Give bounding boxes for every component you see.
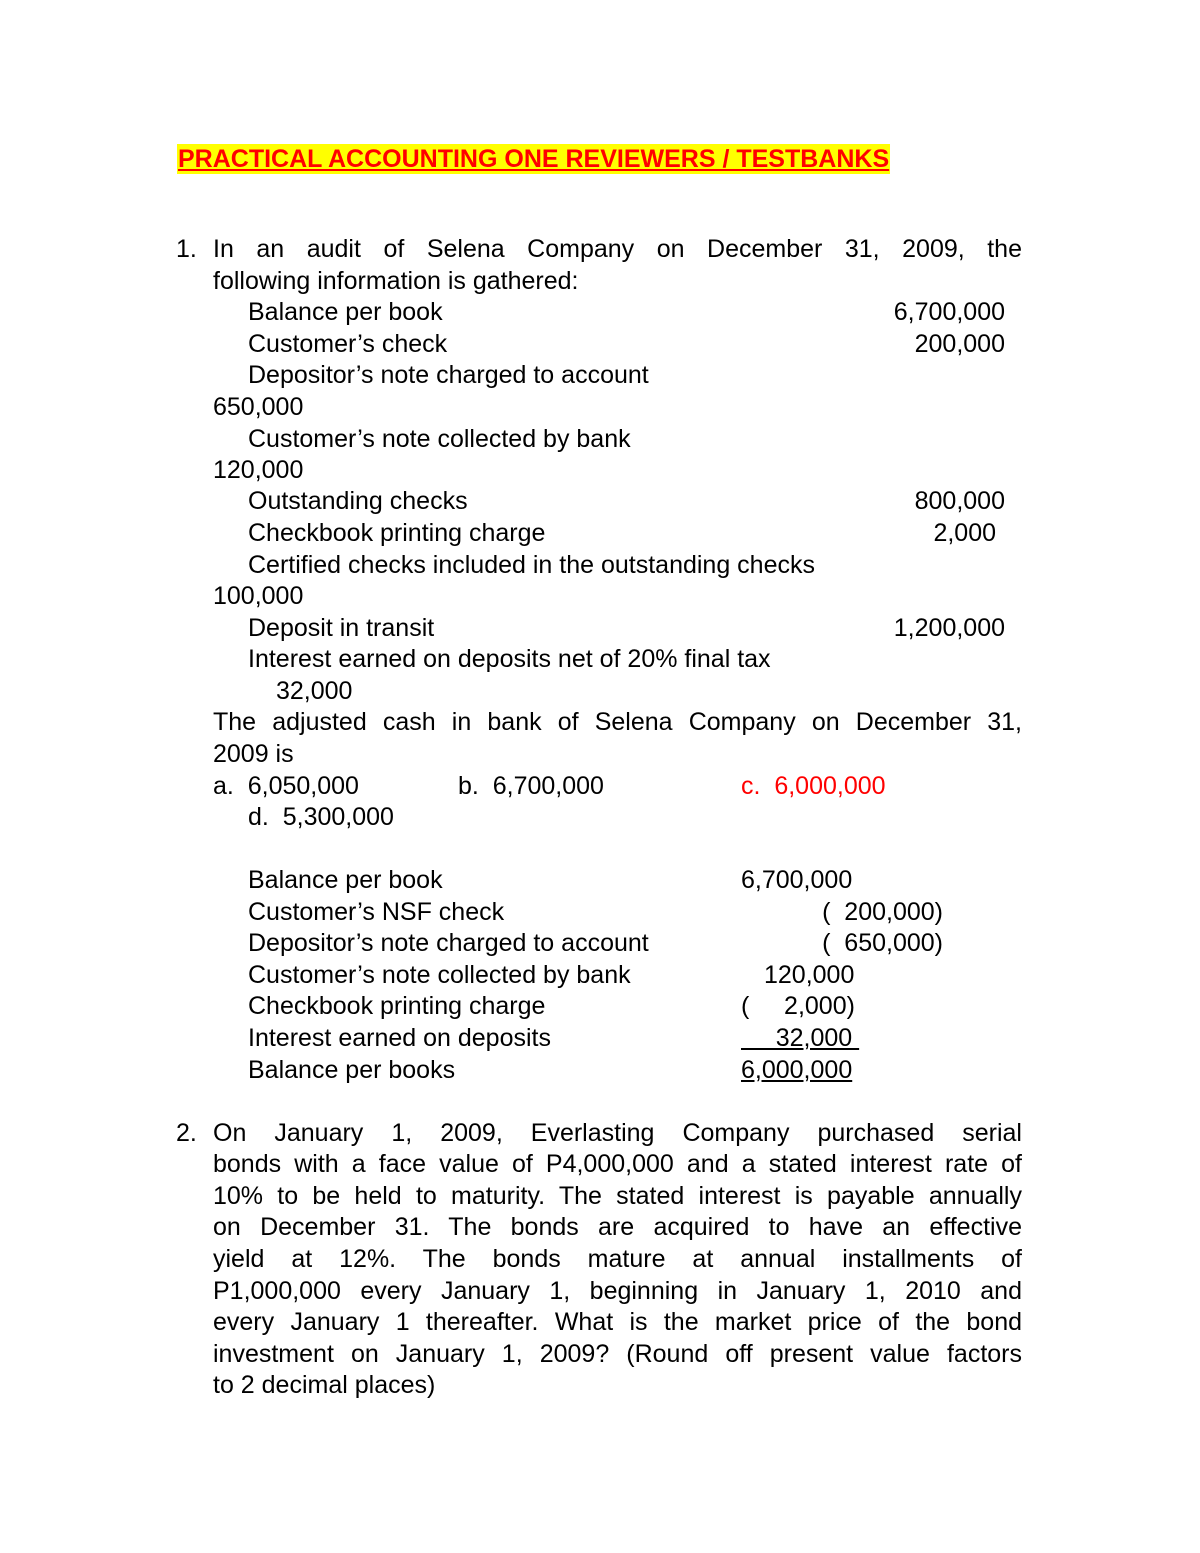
solution-label: Interest earned on deposits [248, 1024, 551, 1052]
q1-item-label: Customer’s check [248, 330, 448, 358]
question-2-line: yield at 12%. The bonds mature at annual installments of [213, 1245, 1022, 1273]
solution-value: 6,700,000 [741, 866, 853, 894]
q1-item-value: 1,200,000 [893, 614, 1005, 642]
question-2-line: on December 31. The bonds are acquired to have an effective [213, 1213, 1022, 1241]
question-1-prompt-line1: The adjusted cash in bank of Selena Company on December 31, [213, 708, 1022, 736]
q1-item-value: 120,000 [213, 456, 304, 484]
choice-c-answer: c. 6,000,000 [741, 772, 886, 800]
question-2-line: every January 1 thereafter. What is the market price of the bond [213, 1308, 1022, 1336]
solution-label: Depositor’s note charged to account [248, 929, 649, 957]
question-1-intro-line1: In an audit of Selena Company on December 31, 2009, the [213, 235, 1022, 263]
question-1-number: 1. [176, 235, 197, 263]
solution-value: 32,000 [741, 1024, 860, 1052]
solution-total-value: 6,000,000 [741, 1056, 853, 1084]
question-1-intro-line2: following information is gathered: [213, 267, 579, 295]
q1-item-value: 2,000 [933, 519, 996, 547]
q1-item-value: 200,000 [914, 330, 1005, 358]
page-title: PRACTICAL ACCOUNTING ONE REVIEWERS / TESTBANKS [178, 145, 890, 173]
question-1-prompt-line2: 2009 is [213, 740, 294, 768]
solution-value: ( 2,000) [741, 992, 855, 1020]
q1-item-label: Outstanding checks [248, 487, 468, 515]
choice-a: a. 6,050,000 [213, 772, 359, 800]
q1-item-value: 650,000 [213, 393, 304, 421]
choice-d: d. 5,300,000 [248, 803, 394, 831]
solution-total-label: Balance per books [248, 1056, 456, 1084]
solution-value: ( 200,000) [822, 898, 943, 926]
solution-label: Customer’s note collected by bank [248, 961, 631, 989]
q1-item-label: Interest earned on deposits net of 20% final tax [248, 645, 771, 673]
question-2-number: 2. [176, 1119, 197, 1147]
question-2-line: investment on January 1, 2009? (Round off present value factors [213, 1340, 1022, 1368]
question-2-line: bonds with a face value of P4,000,000 and a stated interest rate of [213, 1150, 1022, 1178]
q1-item-value: 800,000 [914, 487, 1005, 515]
q1-item-label: Depositor’s note charged to account [248, 361, 649, 389]
solution-value: 120,000 [764, 961, 855, 989]
question-2-line: P1,000,000 every January 1, beginning in January 1, 2010 and [213, 1277, 1022, 1305]
q1-item-label: Customer’s note collected by bank [248, 425, 631, 453]
question-2-line: 10% to be held to maturity. The stated interest is payable annually [213, 1182, 1022, 1210]
q1-item-value: 100,000 [213, 582, 304, 610]
q1-item-label: Certified checks included in the outstanding checks [248, 551, 815, 579]
q1-item-value: 6,700,000 [893, 298, 1005, 326]
q1-item-label: Deposit in transit [248, 614, 435, 642]
solution-label: Balance per book [248, 866, 443, 894]
q1-item-label: Balance per book [248, 298, 443, 326]
solution-label: Customer’s NSF check [248, 898, 505, 926]
q1-item-label: Checkbook printing charge [248, 519, 546, 547]
question-2-line: to 2 decimal places) [213, 1371, 436, 1399]
choice-b: b. 6,700,000 [458, 772, 604, 800]
solution-label: Checkbook printing charge [248, 992, 546, 1020]
question-2-line: On January 1, 2009, Everlasting Company purchased serial [213, 1119, 1022, 1147]
q1-item-value: 32,000 [276, 677, 353, 705]
solution-value: ( 650,000) [822, 929, 943, 957]
